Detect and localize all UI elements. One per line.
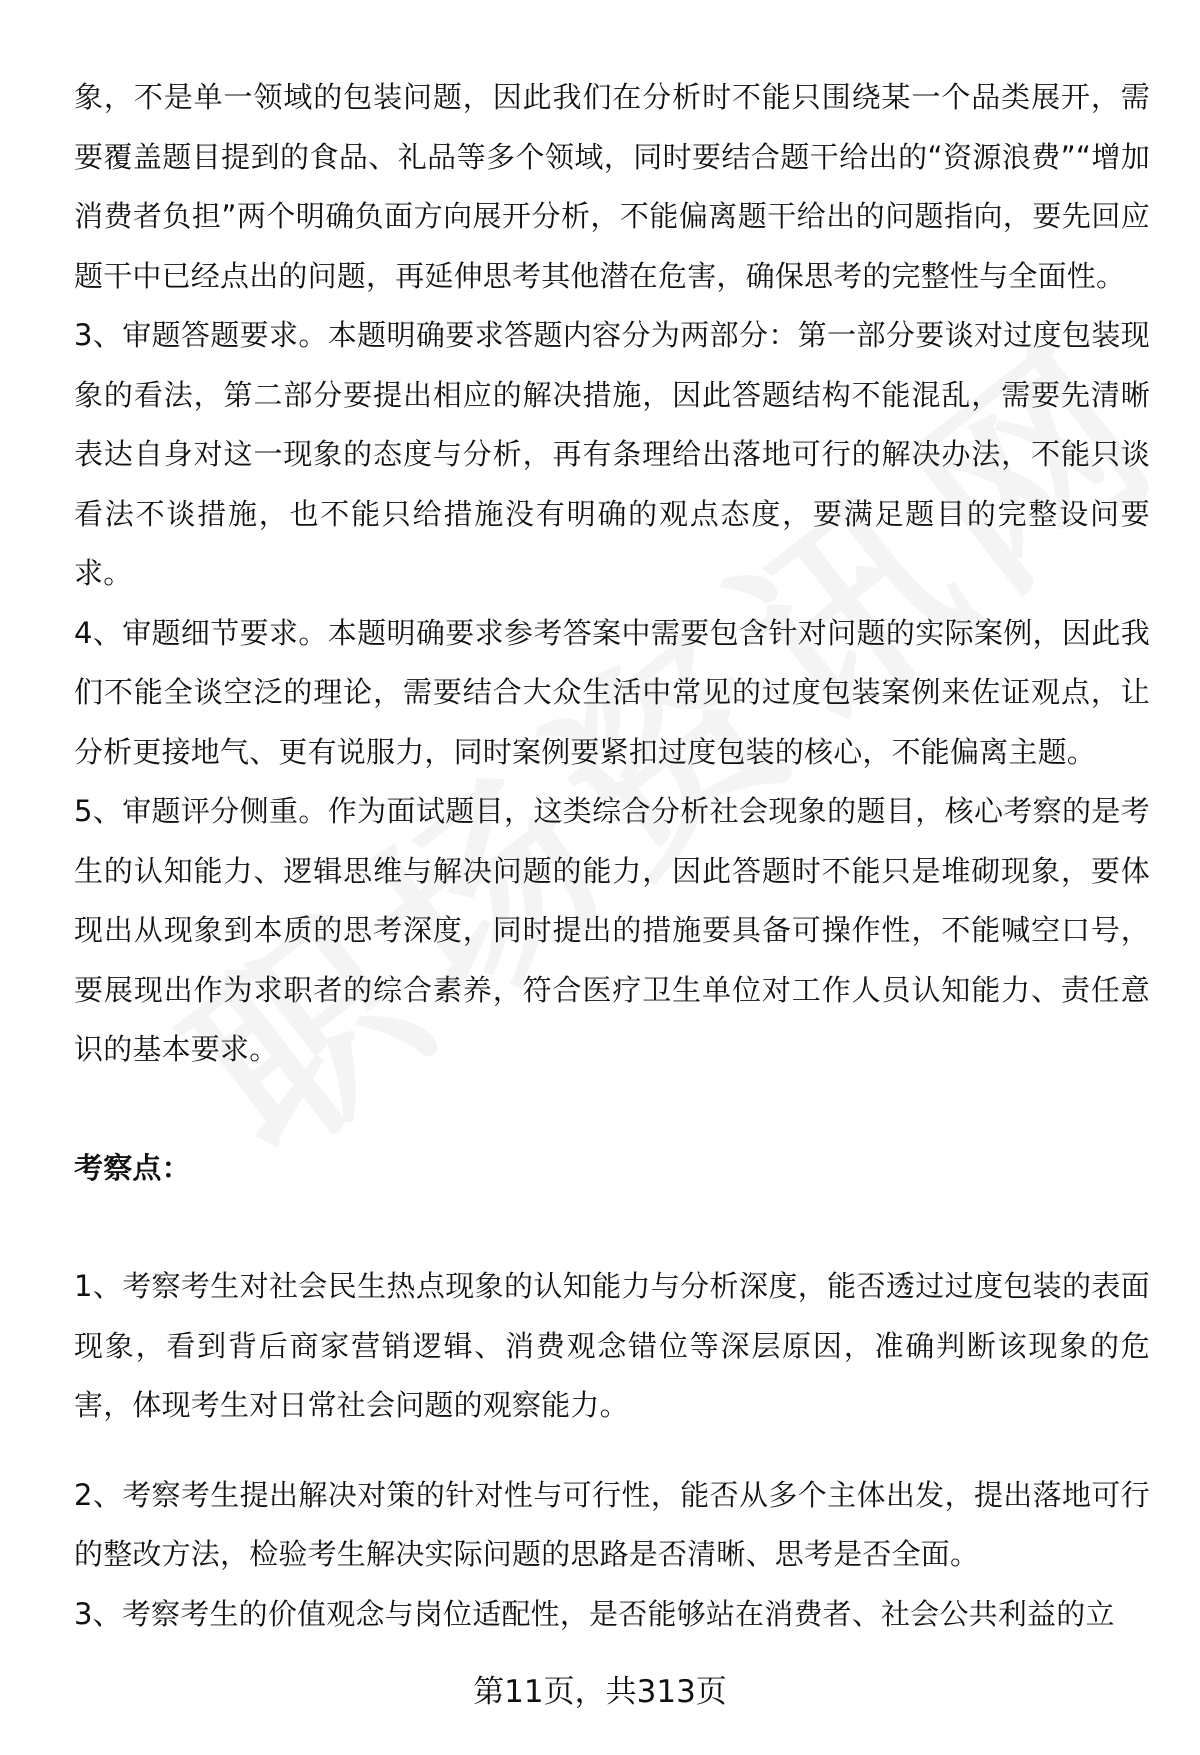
point-item-1: 1、考察考生对社会民生热点现象的认知能力与分析深度，能否透过过度包装的表面现象，看到背后商家营销逻辑、消费观念错位等深层原因，准确判断该现象的危害，体现考生对日常社会问题的观察能力。 [74, 1269, 1150, 1422]
paragraph-item-4: 4、审题细节要求。本题明确要求参考答案中需要包含针对问题的实际案例，因此我们不能全谈空泛的理论，需要结合大众生活中常见的过度包装案例来佐证观点，让分析更接地气、更有说服力，同时案例要紧扣过度包装的核心，不能偏离主题。 [74, 615, 1150, 769]
point-item-3: 3、考察考生的价值观念与岗位适配性，是否能够站在消费者、社会公共利益的立 [74, 1596, 1115, 1631]
paragraph-continuation: 象，不是单一领域的包装问题，因此我们在分析时不能只围绕某一个品类展开，需要覆盖题目提到的食品、礼品等多个领域，同时要结合题干给出的“资源浪费”“增加消费者负担”两个明确负面方向展开分析，不能偏离题干给出的问题指向，要先回应题干中已经点出的问题，再延伸思考其他潜在危害，确保思考的完整性与全面性。 [74, 80, 1150, 293]
point-item-2: 2、考察考生提出解决对策的针对性与可行性，能否从多个主体出发，提出落地可行的整改方法，检验考生解决实际问题的思路是否清晰、思考是否全面。 [74, 1477, 1150, 1571]
section-heading: 考察点： [74, 1150, 191, 1185]
document-body [74, 68, 1150, 1644]
page-number-footer: 第11页，共313页 [473, 1674, 727, 1710]
paragraph-item-5: 5、审题评分侧重。作为面试题目，这类综合分析社会现象的题目，核心考察的是考生的认知能力、逻辑思维与解决问题的能力，因此答题时不能只是堆砌现象，要体现出从现象到本质的思考深度，同时提出的措施要具备可操作性，不能喊空口号，要展现出作为求职者的综合素养，符合医疗卫生单位对工作人员认知能力、责任意识的基本要求。 [74, 794, 1150, 1066]
paragraph-item-3: 3、审题答题要求。本题明确要求答题内容分为两部分：第一部分要谈对过度包装现象的看法，第二部分要提出相应的解决措施，因此答题结构不能混乱，需要先清晰表达自身对这一现象的态度与分析，再有条理给出落地可行的解决办法，不能只谈看法不谈措施，也不能只给措施没有明确的观点态度，要满足题目的完整设问要求。 [74, 318, 1150, 590]
